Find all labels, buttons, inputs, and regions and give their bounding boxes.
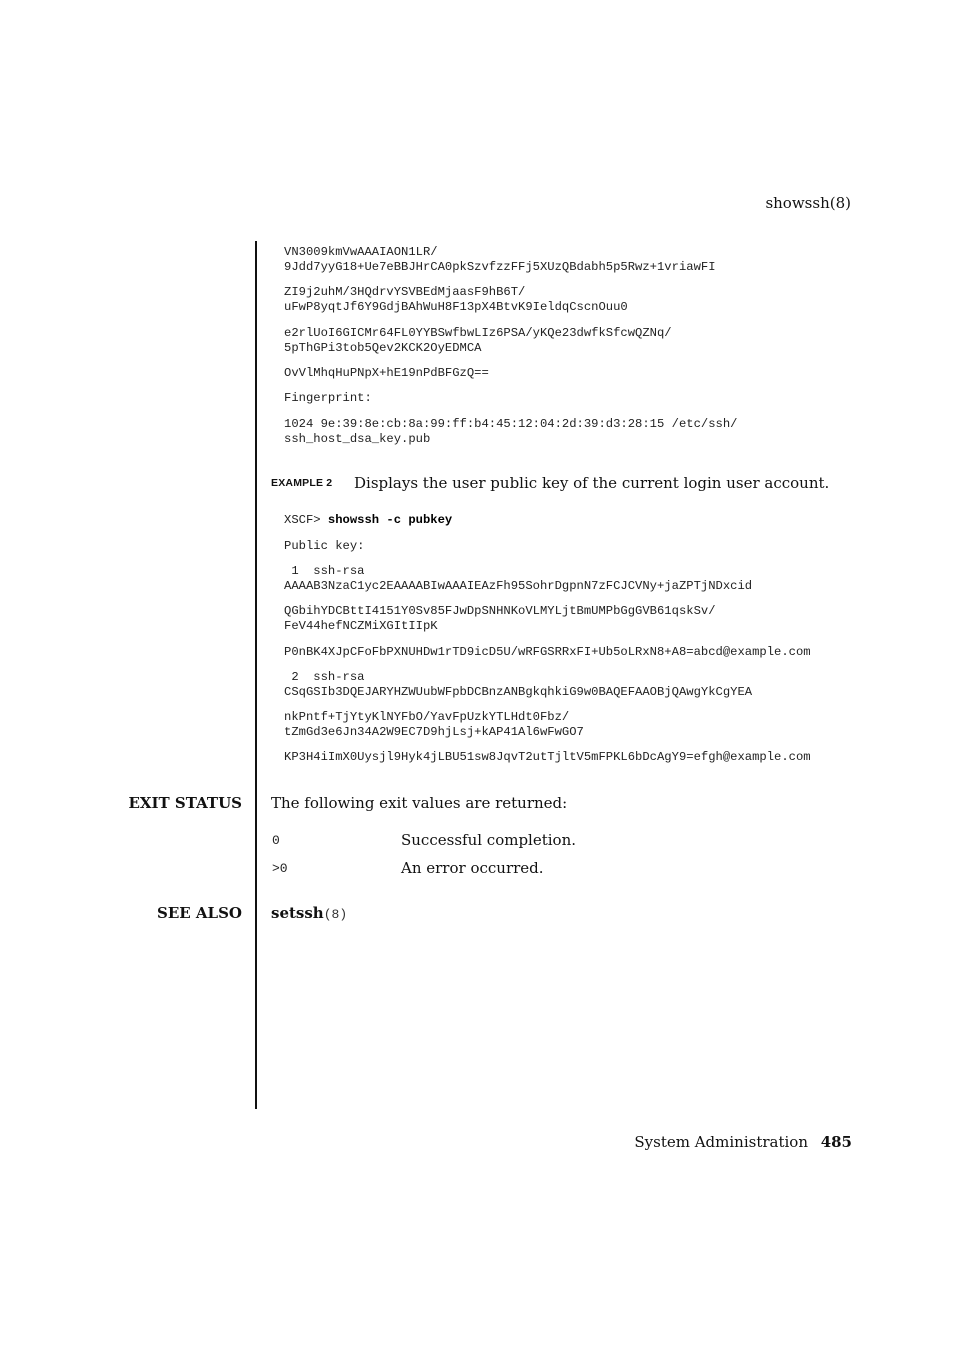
margin-rule — [255, 241, 257, 1109]
code-line: ZI9j2uhM/3HQdrvYSVBEdMjaasF9hB6T/ uFwP8yqtJf6Y9GdjBAhWuH8F13pX4BtvK9IeldqCscnOuu0 — [284, 285, 628, 314]
code-line: QGbihYDCBttI4151Y0Sv85FJwDpSNHNKoVLMYLjtBmUMPbGgGVB61qskSv/ FeV44hefNCZMiXGItIIpK — [284, 604, 716, 633]
code-line: P0nBK4XJpCFoFbPXNUHDw1rTD9icD5U/wRFGSRRxFI+Ub5oLRxN8+A8=abcd@example.com — [284, 645, 811, 659]
exit-code: >0 — [272, 861, 288, 876]
code-line: Fingerprint: — [284, 391, 372, 405]
code-line: 1 ssh-rsa AAAAB3NzaC1yc2EAAAABIwAAAIEAzFh95SohrDgpnN7zFCJCVNy+jaZPTjNDxcid — [284, 564, 753, 593]
code-line: OvVlMhqHuPNpX+hE19nPdBFGzQ== — [284, 366, 489, 380]
command-line — [284, 513, 452, 528]
section-heading-see-also: SEE ALSO — [156, 904, 242, 922]
code-line: Public key: — [284, 539, 365, 553]
see-also-command: setssh — [271, 904, 324, 922]
page-header-title: showssh(8) — [765, 194, 851, 212]
example-label: EXAMPLE 2 — [271, 477, 333, 489]
command-prompt: XSCF> — [284, 513, 328, 527]
command-text: showssh -c pubkey — [327, 513, 453, 527]
example-description: Displays the user public key of the current login user account. — [354, 474, 830, 492]
code-line: KP3H4iImX0Uysjl9Hyk4jLBU51sw8JqvT2utTjltV5mFPKL6bDcAgY9=efgh@example.com — [284, 750, 811, 764]
see-also-section: (8) — [323, 907, 348, 922]
exit-meaning: Successful completion. — [401, 831, 577, 849]
code-line: VN3009kmVwAAAIAON1LR/ 9Jdd7yyG18+Ue7eBBJHrCA0pkSzvfzzFFj5XUzQBdabh5p5Rwz+1vriawFI — [284, 245, 716, 274]
exit-meaning: An error occurred. — [401, 859, 544, 877]
page-number: 485 — [820, 1133, 852, 1151]
code-line: nkPntf+TjYtyKlNYFbO/YavFpUzkYTLHdt0Fbz/ tZmGd3e6Jn34A2W9EC7D9hjLsj+kAP41Al6wFwGO7 — [284, 710, 584, 739]
footer-book-title: System Administration — [634, 1133, 808, 1151]
code-line: 1024 9e:39:8e:cb:8a:99:ff:b4:45:12:04:2d:39:d3:28:15 /etc/ssh/ ssh_host_dsa_key.pub — [284, 417, 738, 446]
see-also-reference — [271, 904, 347, 922]
section-heading-exit-status: EXIT STATUS — [128, 794, 242, 812]
exit-status-intro: The following exit values are returned: — [271, 794, 568, 812]
code-line: 2 ssh-rsa CSqGSIb3DQEJARYHZWUubWFpbDCBnzANBgkqhkiG9w0BAQEFAAOBjQAwgYkCgYEA — [284, 670, 753, 699]
code-line: e2rlUoI6GICMr64FL0YYBSwfbwLIz6PSA/yKQe23dwfkSfcwQZNq/ 5pThGPi3tob5Qev2KCK2OyEDMCA — [284, 326, 672, 355]
exit-code: 0 — [272, 833, 280, 848]
